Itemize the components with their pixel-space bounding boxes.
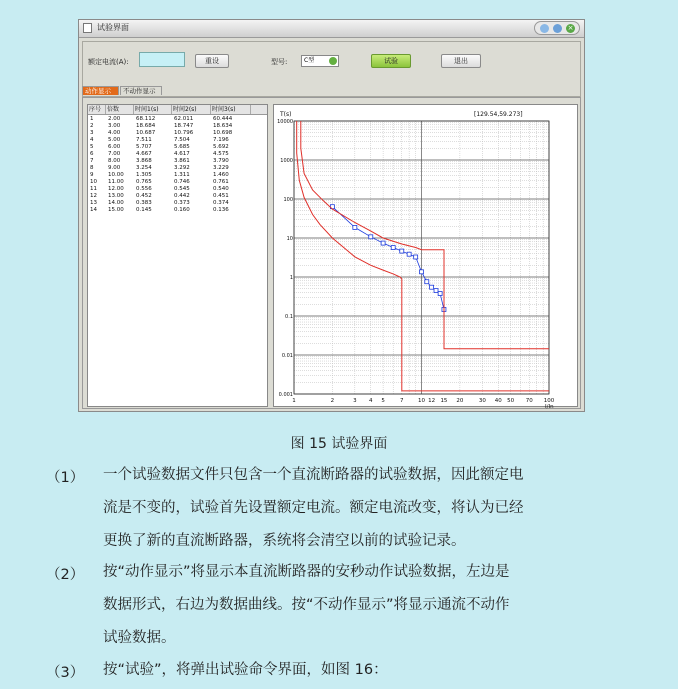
list-number: （2） [46,567,85,583]
table-cell: 0.761 [213,179,229,185]
col-header-time1: 时间1(s) [134,105,172,114]
table-cell: 13 [90,200,97,206]
table-cell: 9 [90,172,94,178]
table-cell: 9.00 [108,165,121,171]
table-cell: 18.684 [136,123,156,129]
x-axis-label: I/In [545,404,554,410]
y-axis-label: T(s) [280,111,292,118]
table-cell: 13.00 [108,193,124,199]
col-header-multiple: 倍数 [106,105,134,114]
table-row [88,200,267,207]
y-tick-label: 0.1 [285,314,293,320]
table-cell: 3.254 [136,165,152,171]
y-tick-label: 0.001 [278,392,293,398]
x-tick-label: 50 [507,398,515,404]
data-point [353,225,357,229]
cursor-readout: [129.54,59.273] [474,111,523,118]
data-point [407,252,411,256]
table-row [88,172,267,179]
x-tick-label: 2 [330,398,335,404]
table-cell: 2.00 [108,116,121,122]
test-button[interactable]: 试验 [371,54,411,68]
paragraph-line: 试验数据。 [103,630,176,646]
table-cell: 0.452 [136,193,152,199]
data-point [414,255,418,259]
table-cell: 4 [90,137,94,143]
maximize-icon[interactable] [553,24,562,33]
dropdown-icon[interactable] [329,57,337,65]
table-cell: 60.444 [213,116,233,122]
table-cell: 68.112 [136,116,156,122]
minimize-icon[interactable] [540,24,549,33]
chart-svg [274,105,577,410]
table-cell: 15.00 [108,207,124,213]
x-tick-label: 7 [400,398,404,404]
curve-chart [273,104,578,410]
paragraph-line: 按“动作显示”将显示本直流断路器的安秒动作试验数据，左边是 [103,564,510,580]
tab-non-action-display[interactable]: 不动作显示 [120,86,162,95]
table-row [88,116,267,123]
table-row [88,193,267,200]
table-cell: 10.687 [136,130,156,136]
table-row [88,137,267,144]
table-cell: 62.011 [174,116,194,122]
test-data-line [332,207,444,310]
tab-action-display[interactable]: 动作显示 [82,86,119,95]
table-cell: 7.511 [136,137,152,143]
table-cell: 0.145 [136,207,152,213]
x-tick-label: 15 [440,398,448,404]
table-header [88,105,267,115]
window-controls [534,21,580,35]
close-icon[interactable]: × [567,24,574,32]
table-cell: 5.707 [136,144,152,150]
data-point [438,292,442,296]
y-tick-label: 10 [286,236,293,242]
x-tick-label: 30 [478,398,486,404]
y-tick-label: 100 [283,197,293,203]
x-tick-label: 40 [494,398,502,404]
paragraph-line: 数据形式，右边为数据曲线。按“不动作显示”将显示通流不动作 [103,597,510,613]
table-cell: 5.00 [108,137,121,143]
data-point [369,235,373,239]
window-title: 试验界面 [97,23,129,32]
table-row [88,186,267,193]
table-row [88,165,267,172]
table-cell: 0.746 [174,179,190,185]
x-tick-label: 70 [525,398,533,404]
paragraph-line: 一个试验数据文件只包含一个直流断路器的试验数据，因此额定电 [103,467,524,483]
table-cell: 0.442 [174,193,190,199]
x-tick-label: 3 [353,398,357,404]
table-cell: 7 [90,158,94,164]
table-cell: 14.00 [108,200,124,206]
paragraph-line: 流是不变的，试验首先设置额定电流。额定电流改变，将认为已经 [103,500,524,516]
paragraph-line: 更换了新的直流断路器，系统将会清空以前的试验记录。 [103,533,466,549]
table-cell: 10.00 [108,172,124,178]
table-row [88,144,267,151]
app-icon [83,23,92,33]
table-cell: 18.747 [174,123,194,129]
x-tick-label: 1 [292,398,296,404]
table-cell: 0.451 [213,193,229,199]
table-cell: 7.196 [213,137,229,143]
model-select-value: C型 [304,57,315,64]
table-row [88,207,267,214]
table-cell: 14 [90,207,97,213]
rated-current-label: 额定电流(A): [88,58,129,66]
screenshot-window [78,19,585,412]
table-cell: 7.00 [108,151,121,157]
figure-caption: 图 15 试验界面 [290,436,388,452]
table-cell: 18.634 [213,123,233,129]
col-header-index: 序号 [88,105,106,114]
table-cell: 4.575 [213,151,229,157]
table-cell: 5.692 [213,144,229,150]
limit-curve-line [301,121,549,349]
col-header-time3: 时间3(s) [211,105,251,114]
exit-button[interactable]: 退出 [441,54,481,68]
model-select[interactable] [301,55,339,67]
table-cell: 8.00 [108,158,121,164]
table-cell: 3 [90,130,94,136]
data-point [400,249,404,253]
data-point [391,246,395,250]
table-row [88,123,267,130]
table-cell: 0.545 [174,186,190,192]
paragraph-line: 按“试验”，将弹出试验命令界面，如图 16： [103,662,388,678]
table-row [88,179,267,186]
table-cell: 2 [90,123,94,129]
list-number: （1） [46,470,85,486]
table-cell: 8 [90,165,94,171]
table-cell: 0.136 [213,207,229,213]
rated-current-input[interactable] [139,52,185,67]
table-cell: 3.292 [174,165,190,171]
table-cell: 4.667 [136,151,152,157]
y-tick-label: 0.01 [281,353,293,359]
data-point [425,280,429,284]
limit-curve-line [297,121,549,391]
reset-button[interactable]: 重设 [195,54,229,68]
y-tick-label: 10000 [277,119,293,125]
table-row [88,158,267,165]
table-cell: 0.556 [136,186,152,192]
table-cell: 0.374 [213,200,229,206]
data-point [430,285,434,289]
table-cell: 0.373 [174,200,190,206]
table-cell: 3.229 [213,165,229,171]
table-cell: 5 [90,144,94,150]
table-cell: 1 [90,116,94,122]
table-cell: 10.796 [174,130,194,136]
list-number: （3） [46,665,85,681]
data-point [434,289,438,293]
model-label: 型号: [271,58,288,66]
table-cell: 1.305 [136,172,152,178]
data-point [381,241,385,245]
table-cell: 0.540 [213,186,229,192]
table-cell: 11.00 [108,179,124,185]
title-bar [79,20,584,38]
table-cell: 12 [90,193,97,199]
table-row [88,130,267,137]
table-cell: 0.160 [174,207,190,213]
table-cell: 10 [90,179,97,185]
x-tick-label: 12 [428,398,436,404]
table-cell: 5.685 [174,144,190,150]
table-cell: 3.861 [174,158,190,164]
table-cell: 1.460 [213,172,229,178]
table-cell: 6 [90,151,94,157]
table-cell: 6.00 [108,144,121,150]
table-cell: 12.00 [108,186,124,192]
data-point [420,270,424,274]
x-tick-label: 4 [369,398,373,404]
table-cell: 4.00 [108,130,121,136]
x-tick-label: 10 [418,398,425,404]
table-cell: 0.765 [136,179,152,185]
table-cell: 3.00 [108,123,121,129]
x-tick-label: 100 [543,398,555,404]
table-row [88,151,267,158]
y-tick-label: 1000 [280,158,293,164]
table-cell: 1.311 [174,172,190,178]
table-cell: 0.383 [136,200,152,206]
x-tick-label: 5 [381,398,385,404]
table-cell: 10.698 [213,130,233,136]
table-cell: 3.790 [213,158,229,164]
table-cell: 11 [90,186,97,192]
table-cell: 7.504 [174,137,190,143]
table-cell: 4.617 [174,151,190,157]
y-tick-label: 1 [289,275,293,281]
x-tick-label: 20 [456,398,464,404]
col-header-time2: 时间2(s) [172,105,211,114]
data-table [87,104,268,407]
table-cell: 3.868 [136,158,152,164]
tab-panel [82,97,581,409]
